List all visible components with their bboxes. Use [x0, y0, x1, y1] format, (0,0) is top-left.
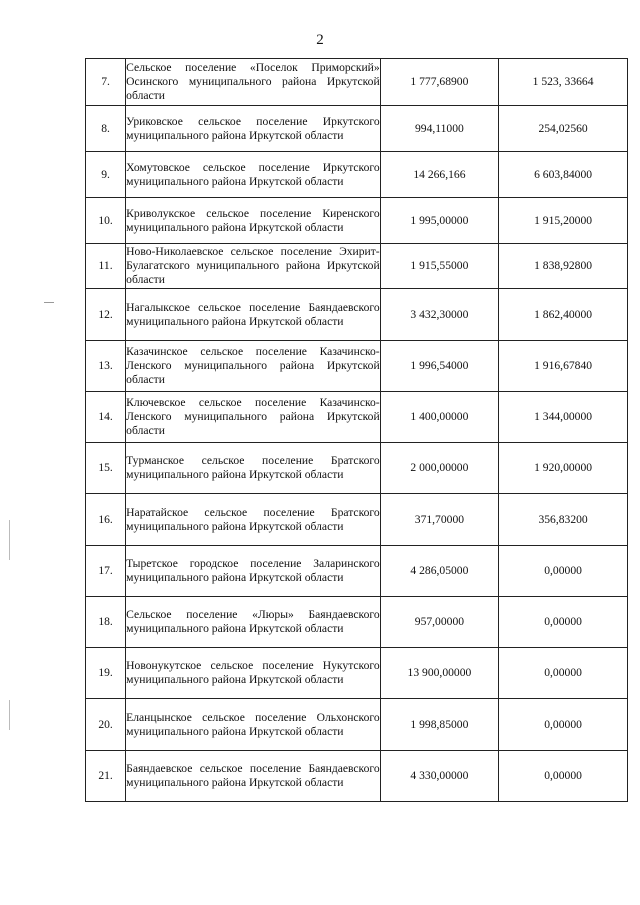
- table-row: [86, 341, 628, 392]
- edge-mark: [9, 700, 10, 730]
- table-row: [86, 198, 628, 244]
- settlement-name: Криволукское сельское поселение Киренского муниципального района Иркутской области: [126, 198, 381, 244]
- row-number: 11.: [86, 244, 126, 289]
- amount-2: 1 915,20000: [499, 198, 628, 244]
- table-row: [86, 648, 628, 699]
- amount-2: 1 344,00000: [499, 392, 628, 443]
- row-number: 8.: [86, 106, 126, 152]
- amount-2: 0,00000: [499, 597, 628, 648]
- row-number: 18.: [86, 597, 126, 648]
- table-row: [86, 597, 628, 648]
- edge-mark: [9, 520, 10, 560]
- settlement-name: Уриковское сельское поселение Иркутского муниципального района Иркутской области: [126, 106, 381, 152]
- settlement-name: Нагалыкское сельское поселение Баяндаевского муниципального района Иркутской области: [126, 289, 381, 341]
- row-number: 15.: [86, 443, 126, 494]
- table-row: [86, 59, 628, 106]
- amount-2: 254,02560: [499, 106, 628, 152]
- row-number: 21.: [86, 751, 126, 802]
- amount-2: 0,00000: [499, 699, 628, 751]
- settlement-name: Сельское поселение «Люры» Баяндаевского муниципального района Иркутской области: [126, 597, 381, 648]
- row-number: 13.: [86, 341, 126, 392]
- row-number: 20.: [86, 699, 126, 751]
- row-number: 19.: [86, 648, 126, 699]
- row-number: 14.: [86, 392, 126, 443]
- amount-2: 0,00000: [499, 751, 628, 802]
- table-row: [86, 289, 628, 341]
- amount-1: 1 995,00000: [380, 198, 498, 244]
- amount-2: 1 862,40000: [499, 289, 628, 341]
- amount-2: 1 523, 33664: [499, 59, 628, 106]
- row-number: 10.: [86, 198, 126, 244]
- amount-2: 1 916,67840: [499, 341, 628, 392]
- settlement-name: Тыретское городское поселение Заларинского муниципального района Иркутской области: [126, 546, 381, 597]
- table-row: [86, 106, 628, 152]
- table-row: [86, 443, 628, 494]
- settlement-name: Баяндаевское сельское поселение Баяндаевского муниципального района Иркутской области: [126, 751, 381, 802]
- amount-1: 1 998,85000: [380, 699, 498, 751]
- table-row: [86, 152, 628, 198]
- settlement-name: Ключевское сельское поселение Казачинско-Ленского муниципального района Иркутской области: [126, 392, 381, 443]
- settlement-name: Еланцынское сельское поселение Ольхонского муниципального района Иркутской области: [126, 699, 381, 751]
- table-body: [86, 59, 628, 802]
- amount-1: 13 900,00000: [380, 648, 498, 699]
- amount-2: 0,00000: [499, 648, 628, 699]
- settlement-name: Сельское поселение «Поселок Приморский» Осинского муниципального района Иркутской области: [126, 59, 381, 106]
- amount-1: 4 286,05000: [380, 546, 498, 597]
- amount-2: 0,00000: [499, 546, 628, 597]
- amount-1: 3 432,30000: [380, 289, 498, 341]
- table-row: [86, 546, 628, 597]
- row-number: 16.: [86, 494, 126, 546]
- amount-2: 1 920,00000: [499, 443, 628, 494]
- amount-2: 1 838,92800: [499, 244, 628, 289]
- amount-1: 957,00000: [380, 597, 498, 648]
- funding-table: [85, 58, 628, 802]
- settlement-name: Казачинское сельское поселение Казачинско-Ленского муниципального района Иркутской области: [126, 341, 381, 392]
- page-number: 2: [316, 32, 324, 48]
- amount-1: 14 266,166: [380, 152, 498, 198]
- row-number: 12.: [86, 289, 126, 341]
- settlement-name: Хомутовское сельское поселение Иркутского муниципального района Иркутской области: [126, 152, 381, 198]
- settlement-name: Ново-Николаевское сельское поселение Эхирит-Булагатского муниципального района Иркутской области: [126, 244, 381, 289]
- table-row: [86, 244, 628, 289]
- amount-1: 994,11000: [380, 106, 498, 152]
- amount-1: 1 915,55000: [380, 244, 498, 289]
- table-row: [86, 699, 628, 751]
- settlement-name: Новонукутское сельское поселение Нукутского муниципального района Иркутской области: [126, 648, 381, 699]
- amount-1: 2 000,00000: [380, 443, 498, 494]
- row-number: 17.: [86, 546, 126, 597]
- amount-1: 371,70000: [380, 494, 498, 546]
- row-number: 7.: [86, 59, 126, 106]
- amount-1: 1 996,54000: [380, 341, 498, 392]
- amount-2: 356,83200: [499, 494, 628, 546]
- table-row: [86, 494, 628, 546]
- table-row: [86, 392, 628, 443]
- amount-1: 1 400,00000: [380, 392, 498, 443]
- row-number: 9.: [86, 152, 126, 198]
- amount-1: 4 330,00000: [380, 751, 498, 802]
- settlement-name: Наратайское сельское поселение Братского муниципального района Иркутской области: [126, 494, 381, 546]
- amount-1: 1 777,68900: [380, 59, 498, 106]
- settlement-name: Турманское сельское поселение Братского муниципального района Иркутской области: [126, 443, 381, 494]
- margin-mark: [44, 302, 54, 303]
- table-row: [86, 751, 628, 802]
- amount-2: 6 603,84000: [499, 152, 628, 198]
